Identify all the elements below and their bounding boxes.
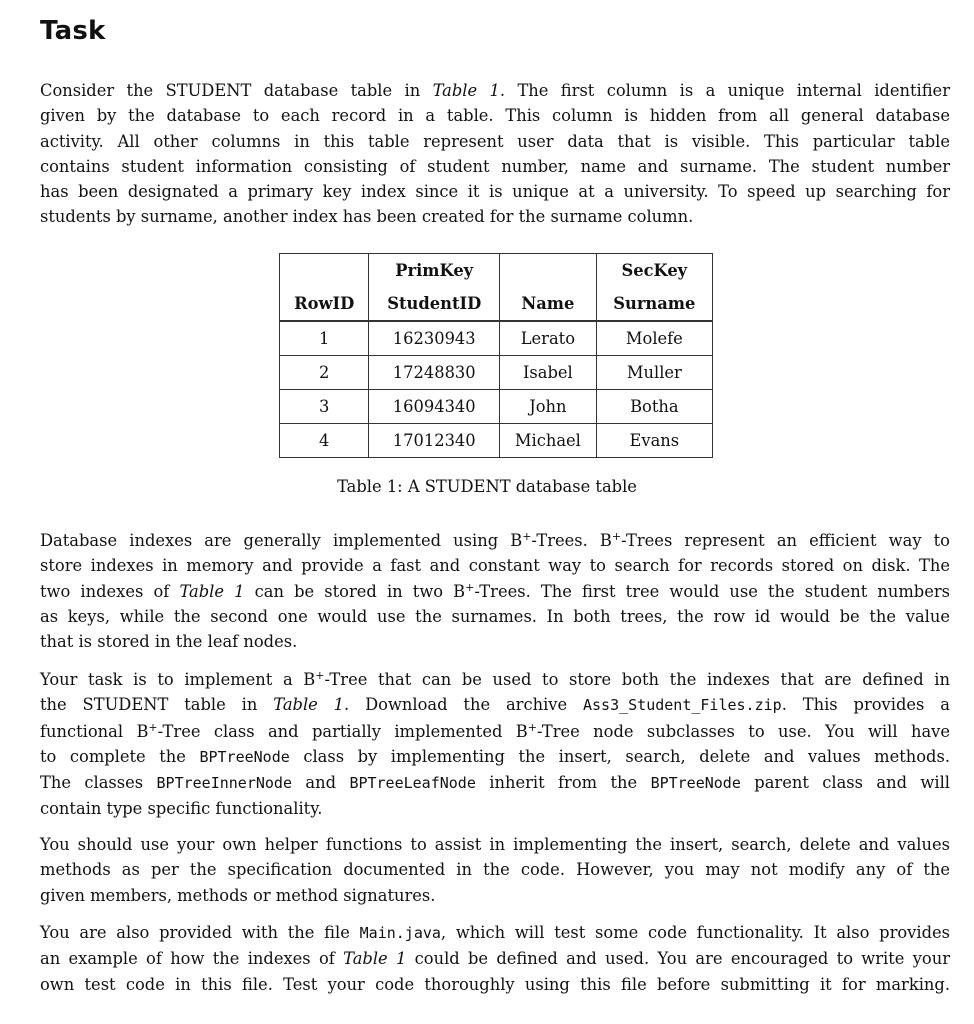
table-cell: 16230943 bbox=[369, 321, 500, 356]
student-table bbox=[279, 253, 713, 458]
intro-paragraph: Consider the STUDENT database table in Table 1. The first column is a unique internal identifier given by the database to each record in a table. This column is hidden from all general database activity. All other columns in this table represent user data that is visible. This particular table contains student information consisting of student number, name and surname. The student number has been designated a primary key index since it is unique at a university. To speed up searching for students by surname, another index has been created for the surname column. bbox=[40, 81, 950, 227]
table-cell: Michael bbox=[500, 424, 597, 458]
task-paragraph: Your task is to implement a B+-Tree that can be used to store both the indexes that are defined in the STUDENT table in Table 1. Download the archive Ass3_Student_Files.zip. This provides a functional B+-Tree class and partially implemented B+-Tree node subclasses to use. You will have to complete the BPTreeNode class by implementing the insert, search, delete and values methods. The classes BPTreeInnerNode and BPTreeLeafNode inherit from the BPTreeNode parent class and will contain type specific functionality. bbox=[40, 669, 950, 819]
archive-filename: Ass3_Student_Files.zip bbox=[583, 696, 782, 715]
table-reference: Table 1. bbox=[432, 81, 506, 100]
table-row bbox=[280, 424, 713, 458]
table-cell: 1 bbox=[280, 321, 369, 356]
table-key-row bbox=[280, 254, 713, 288]
table-row bbox=[280, 321, 713, 356]
class-name: BPTreeInnerNode bbox=[156, 774, 292, 793]
btree-paragraph: Database indexes are generally implemented using B+-Trees. B+-Trees represent an efficient way to store indexes in memory and provide a fast and constant way to search for records stored on disk. The two indexes of Table 1 can be stored in two B+-Trees. The first tree would use the student numbers as keys, while the second one would use the surnames. In both trees, the row id would be the value that is stored in the leaf nodes. bbox=[40, 530, 950, 652]
column-header: RowID bbox=[280, 287, 369, 321]
table-key-cell: SecKey bbox=[596, 254, 712, 288]
table-reference: Table 1. bbox=[273, 695, 350, 715]
table-cell: 16094340 bbox=[369, 390, 500, 424]
section-heading: Task bbox=[40, 16, 106, 46]
table-cell: Evans bbox=[596, 424, 712, 458]
main-file-paragraph: You are also provided with the file Main.java, which will test some code functionality. It also provides an example of how the indexes of Table 1 could be defined and used. You are encouraged to write your own test code in this file. Test your code thoroughly using this file before submitting it for marking. bbox=[40, 923, 950, 994]
table-cell: 17248830 bbox=[369, 356, 500, 390]
table-caption: Table 1: A STUDENT database table bbox=[337, 477, 637, 496]
table-cell: 3 bbox=[280, 390, 369, 424]
table-key-cell bbox=[500, 254, 597, 288]
table-cell: Muller bbox=[596, 356, 712, 390]
table-cell: 17012340 bbox=[369, 424, 500, 458]
table-key-cell: PrimKey bbox=[369, 254, 500, 288]
table-row bbox=[280, 356, 713, 390]
table-reference: Table 1 bbox=[179, 581, 245, 601]
table-reference: Table 1 bbox=[343, 949, 407, 969]
class-name: BPTreeNode bbox=[199, 747, 290, 766]
table-cell: Botha bbox=[596, 390, 712, 424]
column-header: Name bbox=[500, 287, 597, 321]
table-cell: Molefe bbox=[596, 321, 712, 356]
column-header: Surname bbox=[596, 287, 712, 321]
table-cell: Isabel bbox=[500, 356, 597, 390]
file-name: Main.java bbox=[359, 924, 441, 942]
table-key-cell bbox=[280, 254, 369, 288]
table-cell: 4 bbox=[280, 424, 369, 458]
table-cell: 2 bbox=[280, 356, 369, 390]
table-row bbox=[280, 390, 713, 424]
table-cell: Lerato bbox=[500, 321, 597, 356]
table-header-row bbox=[280, 287, 713, 321]
table-cell: John bbox=[500, 390, 597, 424]
column-header: StudentID bbox=[369, 287, 500, 321]
helper-paragraph: You should use your own helper functions to assist in implementing the insert, search, delete and values methods as per the specification documented in the code. However, you may not modify any of the given members, methods or method signatures. bbox=[40, 835, 950, 905]
class-name: BPTreeNode bbox=[650, 774, 741, 793]
class-name: BPTreeLeafNode bbox=[349, 774, 476, 793]
